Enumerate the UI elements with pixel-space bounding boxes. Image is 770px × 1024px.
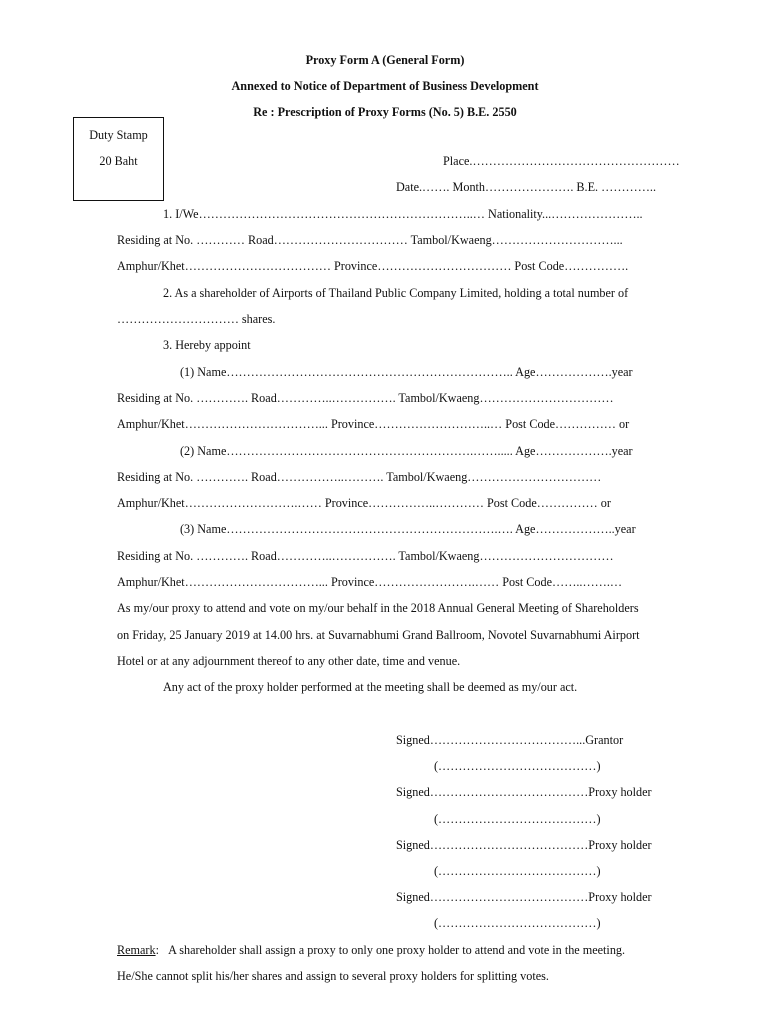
item1-name-nationality[interactable]: 1. I/We…………………………………………………………..… Nationality...………………….. (163, 207, 643, 221)
proxy3-signature[interactable]: Signed…………………………………Proxy holder (396, 890, 652, 904)
duty-stamp-box (73, 117, 164, 201)
remark-line1 (117, 944, 625, 956)
proxy-act-statement: Any act of the proxy holder performed at the meeting shall be deemed as my/our act. (163, 680, 578, 694)
item3-heading: 3. Hereby appoint (163, 338, 251, 352)
proxy3-printed-name[interactable]: (…………………………………) (434, 916, 601, 930)
form-reference: Re : Prescription of Proxy Forms (No. 5) B.E. 2550 (253, 105, 517, 119)
duty-stamp-amount: 20 Baht (99, 154, 138, 168)
remark-text1: A shareholder shall assign a proxy to only one proxy holder to attend and vote in the meeting. (168, 943, 626, 957)
proxy3-district[interactable]: Amphur/Khet……………………………... Province…………………….…… Post Code……..…….… (117, 575, 623, 589)
meeting-paragraph-line1: As my/our proxy to attend and vote on my/our behalf in the 2018 Annual General Meeting of Shareholders (117, 601, 639, 615)
item2-shares[interactable]: ………………………… shares. (117, 312, 276, 326)
proxy2-address[interactable]: Residing at No. …………. Road……………..………. Tambol/Kwaeng…………………………… (117, 470, 602, 484)
proxy1-address[interactable]: Residing at No. …………. Road…………..……………. Tambol/Kwaeng…………………………… (117, 391, 614, 405)
proxy2-district[interactable]: Amphur/Khet……………………….…… Province……………..………… Post Code…………… or (117, 496, 611, 510)
date-field[interactable]: Date.……. Month…………………. B.E. ………….. (396, 180, 656, 194)
proxy3-address[interactable]: Residing at No. …………. Road…………..……………. Tambol/Kwaeng…………………………… (117, 549, 614, 563)
proxy1-district[interactable]: Amphur/Khet……………………………... Province………………………..… Post Code…………… or (117, 417, 630, 431)
meeting-paragraph-line2: on Friday, 25 January 2019 at 14.00 hrs. at Suvarnabhumi Grand Ballroom, Novotel Suvarnabhumi Airport (117, 628, 640, 642)
proxy1-name[interactable]: (1) Name…………………………………………………………….. Age……………….year (180, 365, 633, 379)
grantor-printed-name[interactable]: (…………………………………) (434, 759, 601, 773)
remark-label: Remark (117, 943, 156, 957)
form-subtitle: Annexed to Notice of Department of Business Development (231, 79, 539, 93)
remark-colon: : (155, 943, 159, 957)
meeting-paragraph-line3: Hotel or at any adjournment thereof to any other date, time and venue. (117, 654, 461, 668)
item1-address[interactable]: Residing at No. ………… Road…………………………… Tambol/Kwaeng…………………………... (117, 233, 623, 247)
remark-line2: He/She cannot split his/her shares and assign to several proxy holders for splitting votes. (117, 969, 549, 983)
item2-shareholding: 2. As a shareholder of Airports of Thailand Public Company Limited, holding a total number of (163, 286, 629, 300)
place-field[interactable]: Place.…………………………………………… (443, 154, 680, 168)
proxy1-printed-name[interactable]: (…………………………………) (434, 812, 601, 826)
proxy2-printed-name[interactable]: (…………………………………) (434, 864, 601, 878)
proxy3-name[interactable]: (3) Name………………………………………………………….…. Age………………..year (180, 522, 636, 536)
proxy2-signature[interactable]: Signed…………………………………Proxy holder (396, 838, 652, 852)
item1-district[interactable]: Amphur/Khet……………………………… Province…………………………… Post Code……………. (117, 259, 629, 273)
proxy1-signature[interactable]: Signed…………………………………Proxy holder (396, 785, 652, 799)
proxy2-name[interactable]: (2) Name…………………………………………………….……..... Age……………….year (180, 444, 633, 458)
form-title: Proxy Form A (General Form) (305, 53, 465, 67)
duty-stamp-label: Duty Stamp (89, 128, 148, 142)
grantor-signature[interactable]: Signed………………………………...Grantor (396, 733, 624, 747)
